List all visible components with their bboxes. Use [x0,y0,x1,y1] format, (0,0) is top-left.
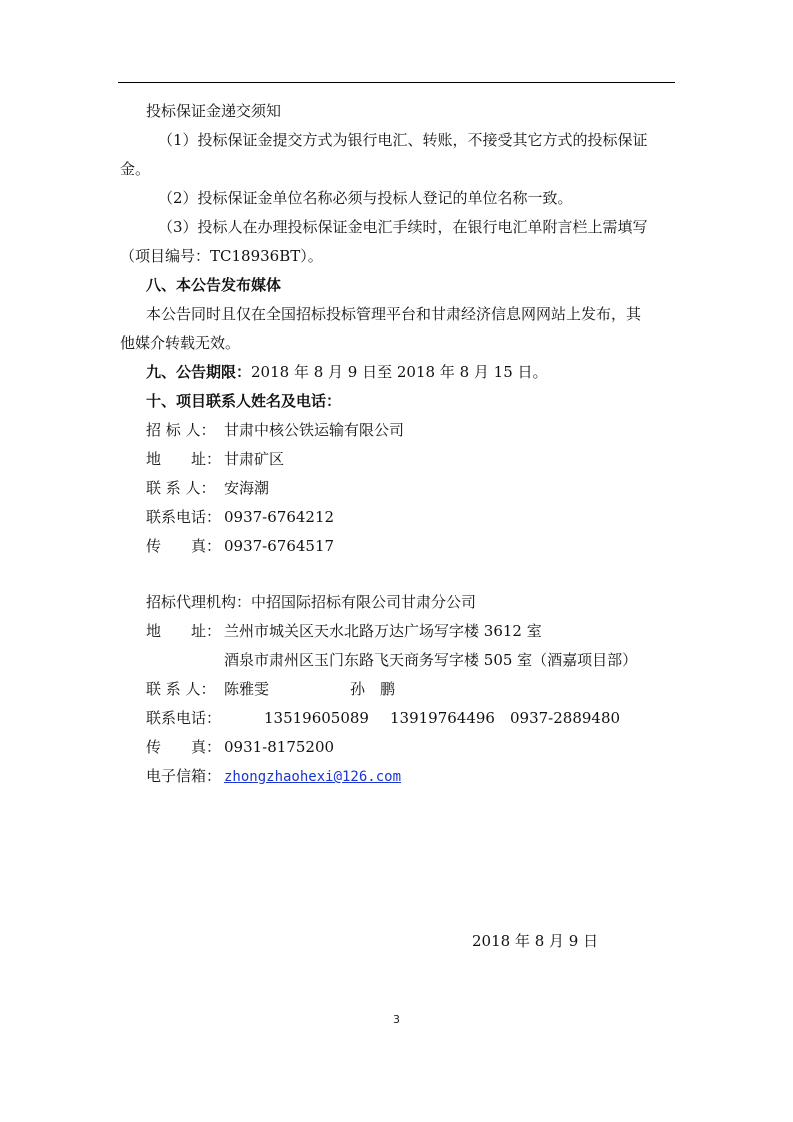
agency-contact-label: 联 系 人： [146,680,216,698]
agency-phone-2: 13919764496 [390,709,495,727]
agency-fax-row [146,733,676,762]
agency-phone-row [146,704,676,733]
tenderer-fax-row [146,532,676,561]
agency-phone-3: 0937-2889480 [510,709,621,727]
agency-email-row [146,762,676,792]
agency-address-1: 兰州市城关区天水北路万达广场写字楼 3612 室 [224,622,542,640]
agency-address-row-1 [146,617,676,646]
document-date: 2018 年 8 月 9 日 [472,932,599,950]
tenderer-address-label: 地 址： [146,450,222,468]
tenderer-fax: 0937-6764517 [224,537,335,555]
tenderer-phone-row [146,503,676,532]
agency-address-label: 地 址： [146,622,222,640]
agency-fax: 0931-8175200 [224,738,335,756]
section-9-text: 2018 年 8 月 9 日至 2018 年 8 月 15 日。 [251,363,548,381]
section-9 [146,358,676,387]
deposit-item-3-line-1: （3）投标人在办理投标保证金电汇手续时，在银行电汇单附言栏上需填写 [158,218,648,236]
section-8-line-2: 他媒介转载无效。 [120,334,241,352]
section-8-line-1: 本公告同时且仅在全国招标投标管理平台和甘肃经济信息网网站上发布，其 [146,305,642,323]
tenderer-contact-row [146,474,676,503]
document-body [120,97,676,792]
tenderer-address-row [146,445,676,474]
section-9-heading: 九、公告期限： [146,363,252,381]
tenderer-name: 甘肃中核公铁运输有限公司 [224,421,405,439]
tenderer-phone-label: 联系电话： [146,508,222,526]
agency-fax-label: 传 真： [146,738,222,756]
tenderer-contact-label: 联 系 人： [146,479,216,497]
agency-address-2: 酒泉市肃州区玉门东路飞天商务写字楼 505 室（酒嘉项目部） [224,651,638,669]
agency-name-row [146,588,676,617]
tenderer-name-label: 招 标 人： [146,421,216,439]
tenderer-phone: 0937-6764212 [224,508,335,526]
page-number: 3 [393,1013,400,1026]
tenderer-address: 甘肃矿区 [224,450,285,468]
agency-contact-2: 孙 鹏 [350,680,396,698]
section-8-heading: 八、本公告发布媒体 [146,276,282,294]
deposit-item-1-line-1: （1）投标保证金提交方式为银行电汇、转账，不接受其它方式的投标保证 [158,131,648,149]
agency-name: 中招国际招标有限公司甘肃分公司 [251,593,477,611]
tenderer-contact: 安海潮 [224,479,270,497]
agency-email-label: 电子信箱： [146,767,222,785]
tenderer-fax-label: 传 真： [146,537,222,555]
deposit-item-1-line-2: 金。 [120,160,151,178]
agency-contact-1: 陈雅雯 [224,680,270,698]
tenderer-name-row [146,416,676,445]
deposit-title: 投标保证金递交须知 [146,102,282,120]
deposit-item-2: （2）投标保证金单位名称必须与投标人登记的单位名称一致。 [158,189,573,207]
section-10-heading: 十、项目联系人姓名及电话： [146,392,342,410]
deposit-item-3-line-2: （项目编号：TC18936BT）。 [120,247,323,265]
agency-phone-1: 13519605089 [264,709,369,727]
header-rule [118,82,675,83]
agency-phone-label: 联系电话： [146,709,222,727]
agency-name-label: 招标代理机构： [146,593,252,611]
agency-email-link[interactable]: zhongzhaohexi@126.com [224,769,402,785]
agency-contact-row [146,675,676,704]
section-spacer [146,561,676,588]
